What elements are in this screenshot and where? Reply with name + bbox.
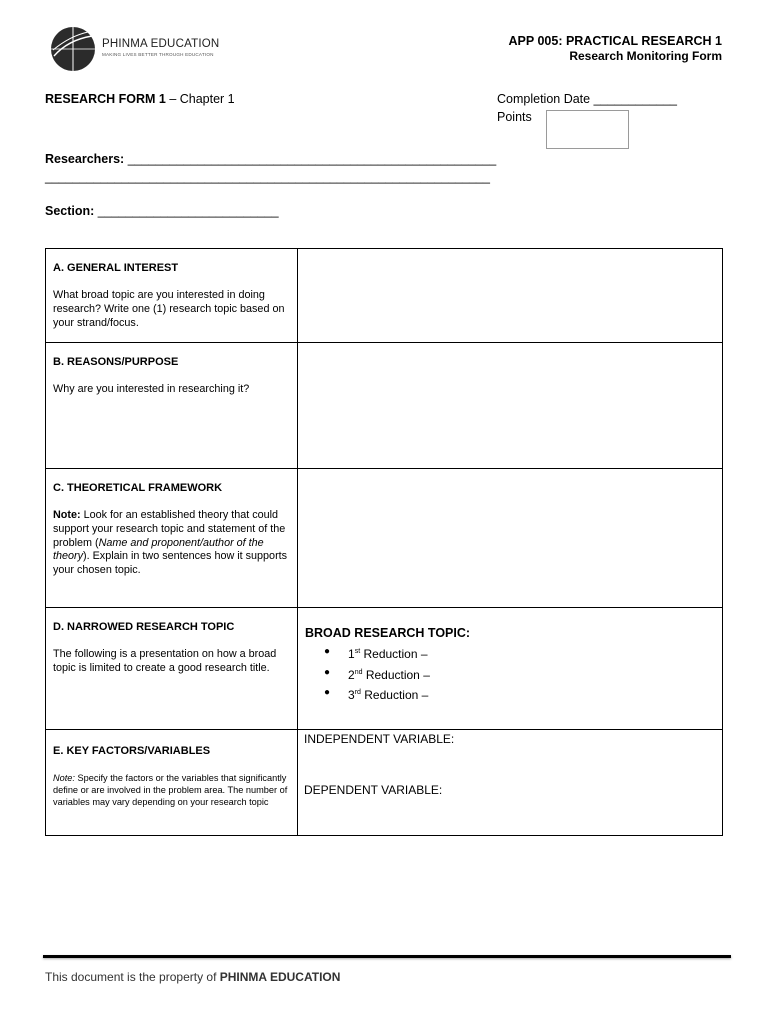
section-c-title: C. THEORETICAL FRAMEWORK	[53, 482, 223, 494]
theoretical-framework-prompt	[46, 469, 298, 608]
globe-logo-icon	[48, 26, 98, 72]
researchers-blank-line-2[interactable]: ________________________________________________________________	[45, 170, 490, 184]
reduction-1: ● 1st Reduction –	[348, 643, 722, 664]
row-reasons-purpose	[46, 343, 723, 469]
document-header	[509, 34, 722, 63]
row-theoretical-framework	[46, 469, 723, 608]
section-b-body: Why are you interested in researching it?	[53, 383, 250, 395]
section-e-body-text: Specify the factors or the variables that significantly define or are involved in the problem area. The number of variables may vary depending on your research topic	[53, 773, 288, 808]
reduction-3: ● 3rd Reduction –	[348, 684, 722, 705]
points-label: Points	[497, 110, 532, 124]
narrowed-topic-prompt	[46, 608, 298, 730]
section-e-body	[53, 772, 290, 809]
points-box[interactable]	[546, 110, 629, 149]
phinma-logo	[48, 26, 218, 72]
section-b-title: B. REASONS/PURPOSE	[53, 356, 179, 368]
theoretical-framework-answer[interactable]	[298, 469, 723, 608]
section-c-body	[53, 509, 290, 578]
section-c-body-1: Look for an established theory that could support your research topic and statement of the problem (	[53, 509, 286, 549]
section-c-body-2: ). Explain in two sentences how it supports your chosen topic.	[53, 550, 288, 577]
general-interest-answer[interactable]	[298, 249, 723, 343]
section-d-title: D. NARROWED RESEARCH TOPIC	[53, 621, 235, 633]
section-c-body-italic: Name and proponent/author of the theory	[53, 536, 264, 563]
section-e-note-label: Note:	[53, 773, 75, 783]
completion-date-field[interactable]: Completion Date ____________	[497, 92, 677, 106]
form-title	[45, 92, 235, 106]
section-label: Section:	[45, 204, 95, 218]
logo-tagline: MAKING LIVES BETTER THROUGH EDUCATION	[102, 52, 214, 57]
researchers-field[interactable]	[45, 152, 496, 166]
footer-owner: PHINMA EDUCATION	[219, 970, 341, 984]
footer-prefix: This document is the property of	[45, 970, 220, 984]
reduction-2: ● 2nd Reduction –	[348, 664, 722, 685]
course-title: APP 005: PRACTICAL RESEARCH 1	[508, 34, 722, 48]
footer-divider	[43, 955, 731, 958]
research-form-table	[45, 248, 723, 836]
form-title-chapter: – Chapter 1	[165, 92, 235, 106]
row-key-variables	[46, 730, 723, 836]
form-title-bold: RESEARCH FORM 1	[45, 92, 166, 106]
footer-text	[45, 970, 340, 984]
reasons-purpose-prompt	[46, 343, 298, 469]
broad-research-topic-label: BROAD RESEARCH TOPIC:	[305, 626, 471, 640]
independent-variable-label: INDEPENDENT VARIABLE:	[304, 732, 455, 746]
reductions-list	[298, 643, 722, 705]
logo-brand-text: PHINMA EDUCATION	[102, 38, 220, 50]
key-variables-prompt	[46, 730, 298, 836]
form-name: Research Monitoring Form	[569, 49, 722, 63]
reasons-purpose-answer[interactable]	[298, 343, 723, 469]
section-c-note-label: Note:	[53, 509, 81, 521]
row-narrowed-topic	[46, 608, 723, 730]
narrowed-topic-answer[interactable]	[298, 608, 723, 730]
general-interest-prompt	[46, 249, 298, 343]
section-d-body: The following is a presentation on how a broad topic is limited to create a good research title.	[53, 648, 277, 674]
row-general-interest	[46, 249, 723, 343]
section-a-body: What broad topic are you interested in doing research? Write one (1) research topic based on your strand/focus.	[53, 289, 285, 329]
section-field[interactable]	[45, 204, 279, 218]
section-a-title: A. GENERAL INTEREST	[53, 262, 179, 274]
researchers-label: Researchers:	[45, 152, 125, 166]
researchers-blank: _____________________________________________________	[124, 152, 497, 166]
section-blank: __________________________	[94, 204, 279, 218]
section-e-title: E. KEY FACTORS/VARIABLES	[53, 745, 211, 757]
key-variables-answer[interactable]	[298, 730, 723, 836]
dependent-variable-label: DEPENDENT VARIABLE:	[304, 783, 443, 797]
